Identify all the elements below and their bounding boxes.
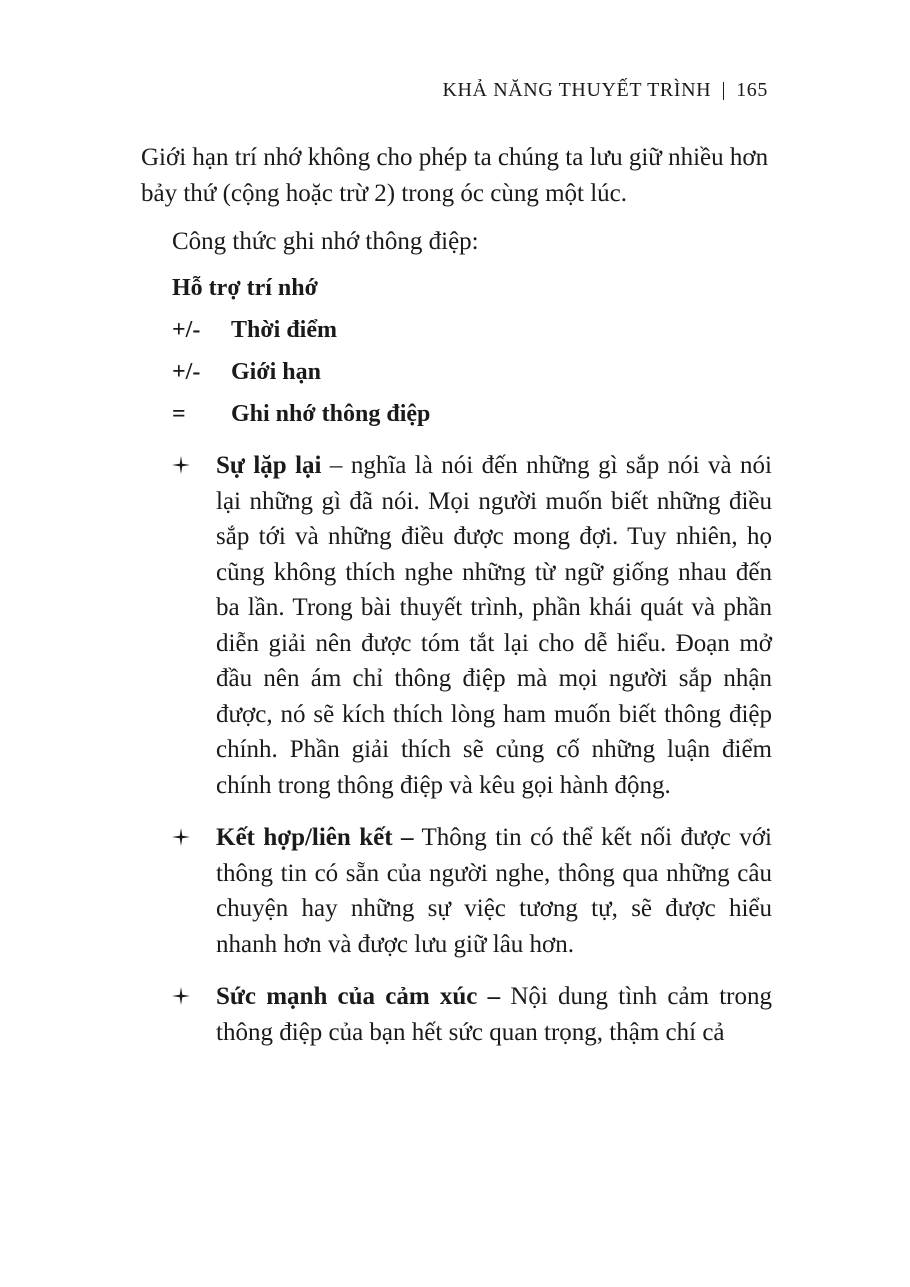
formula-term: Giới hạn xyxy=(231,359,321,385)
formula-row xyxy=(172,312,672,354)
formula-lead: Công thức ghi nhớ thông điệp: xyxy=(172,228,479,255)
formula-row xyxy=(172,354,672,396)
formula-row xyxy=(172,270,672,312)
page-number: 165 xyxy=(736,79,768,101)
formula-row xyxy=(172,396,672,438)
bullet-item-association xyxy=(172,820,772,962)
four-point-star-icon xyxy=(172,987,190,1005)
intro-paragraph: Giới hạn trí nhớ không cho phép ta chúng ta lưu giữ nhiều hơn bảy thứ (cộng hoặc trừ 2) trong óc cùng một lúc. xyxy=(141,144,769,207)
formula-operator: +/- xyxy=(172,317,201,343)
bullet-text: – nghĩa là nói đến những gì sắp nói và nói lại những gì đã nói. Mọi người muốn biết những điều sắp tới và những điều được mong đợi. Tuy nhiên, họ cũng không thích nghe những từ ngữ giống nhau đến ba lần. Trong bài thuyết trình, phần khái quát và phần diễn giải nên được tóm tắt lại cho dễ hiểu. Đoạn mở đầu nên ám chỉ thông điệp mà mọi người sắp nhận được, nó sẽ kích thích lòng ham muốn biết thông điệp chính. Phần giải thích sẽ củng cố những luận điểm chính trong thông điệp và kêu gọi hành động. xyxy=(216,452,772,799)
formula-term: Thời điểm xyxy=(231,317,337,343)
bullet-item-emotion xyxy=(172,979,772,1050)
running-header xyxy=(442,79,768,102)
bullet-term: Sự lặp lại xyxy=(216,452,322,479)
formula-term: Hỗ trợ trí nhớ xyxy=(172,275,318,301)
bullet-list xyxy=(172,448,772,1067)
bullet-text: Nội dung tình cảm trong thông điệp của bạn hết sức quan trọng, thậm chí cả xyxy=(216,983,772,1046)
bullet-term: Sức mạnh của cảm xúc – xyxy=(216,983,501,1010)
running-title: KHẢ NĂNG THUYẾT TRÌNH xyxy=(442,79,712,101)
bullet-term: Kết hợp/liên kết – xyxy=(216,824,414,851)
bullet-item-repetition xyxy=(172,448,772,803)
bullet-text: Thông tin có thể kết nối được với thông tin có sẵn của người nghe, thông qua những câu chuyện hay những sự việc tương tự, sẽ được hiểu nhanh hơn và được lưu giữ lâu hơn. xyxy=(216,824,772,958)
formula-operator: +/- xyxy=(172,359,201,385)
formula-operator: = xyxy=(172,401,186,427)
formula-term: Ghi nhớ thông điệp xyxy=(231,401,431,427)
four-point-star-icon xyxy=(172,456,190,474)
memory-formula xyxy=(172,270,672,438)
four-point-star-icon xyxy=(172,828,190,846)
header-divider xyxy=(723,82,724,100)
